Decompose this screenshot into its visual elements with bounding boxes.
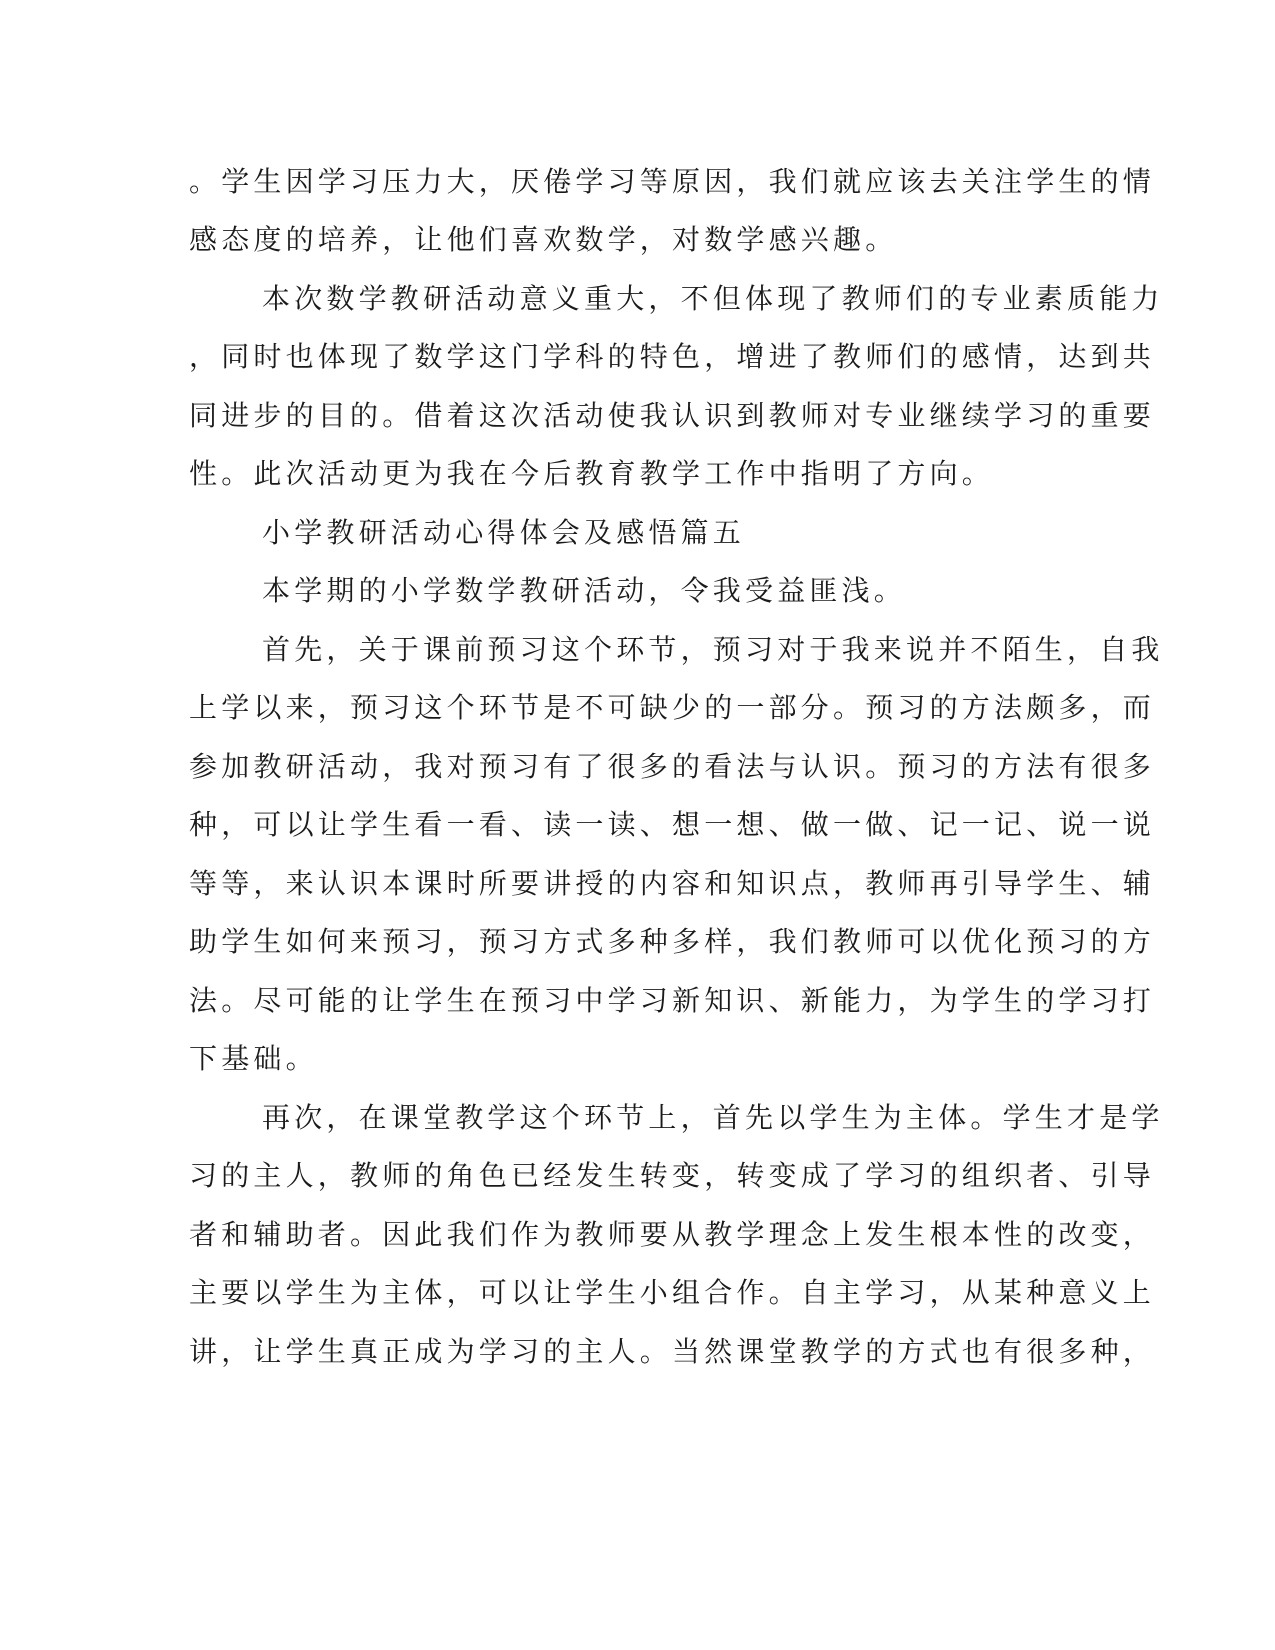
text-line: 主要以学生为主体，可以让学生小组合作。自主学习，从某种意义上 [189, 1276, 1156, 1309]
text-line: 种，可以让学生看一看、读一读、想一想、做一做、记一记、说一说 [189, 808, 1156, 841]
paragraph-start: 本学期的小学数学教研活动，令我受益匪浅。 [262, 574, 907, 607]
text-line: 同进步的目的。借着这次活动使我认识到教师对专业继续学习的重要 [189, 399, 1156, 432]
text-line: 助学生如何来预习，预习方式多种多样，我们教师可以优化预习的方 [189, 925, 1156, 958]
text-line: 法。尽可能的让学生在预习中学习新知识、新能力，为学生的学习打 [189, 984, 1156, 1017]
section-heading: 小学教研活动心得体会及感悟篇五 [262, 516, 746, 549]
paragraph-start: 首先，关于课前预习这个环节，预习对于我来说并不陌生，自我 [262, 633, 1164, 666]
text-line: 感态度的培养，让他们喜欢数学，对数学感兴趣。 [189, 223, 898, 256]
text-line: ，同时也体现了数学这门学科的特色，增进了教师们的感情，达到共 [189, 340, 1156, 373]
text-line: 参加教研活动，我对预习有了很多的看法与认识。预习的方法有很多 [189, 750, 1156, 783]
text-line: 。学生因学习压力大，厌倦学习等原因，我们就应该去关注学生的情 [189, 165, 1156, 198]
paragraph-start: 本次数学教研活动意义重大，不但体现了教师们的专业素质能力 [262, 282, 1164, 315]
text-line: 下基础。 [189, 1042, 318, 1075]
text-line: 习的主人，教师的角色已经发生转变，转变成了学习的组织者、引导 [189, 1159, 1156, 1192]
text-line: 上学以来，预习这个环节是不可缺少的一部分。预习的方法颇多，而 [189, 691, 1156, 724]
text-line: 等等，来认识本课时所要讲授的内容和知识点，教师再引导学生、辅 [189, 867, 1156, 900]
text-line: 者和辅助者。因此我们作为教师要从教学理念上发生根本性的改变， [189, 1218, 1156, 1251]
paragraph-start: 再次，在课堂教学这个环节上，首先以学生为主体。学生才是学 [262, 1101, 1164, 1134]
text-line: 性。此次活动更为我在今后教育教学工作中指明了方向。 [189, 457, 995, 490]
text-line: 讲，让学生真正成为学习的主人。当然课堂教学的方式也有很多种， [189, 1335, 1156, 1368]
